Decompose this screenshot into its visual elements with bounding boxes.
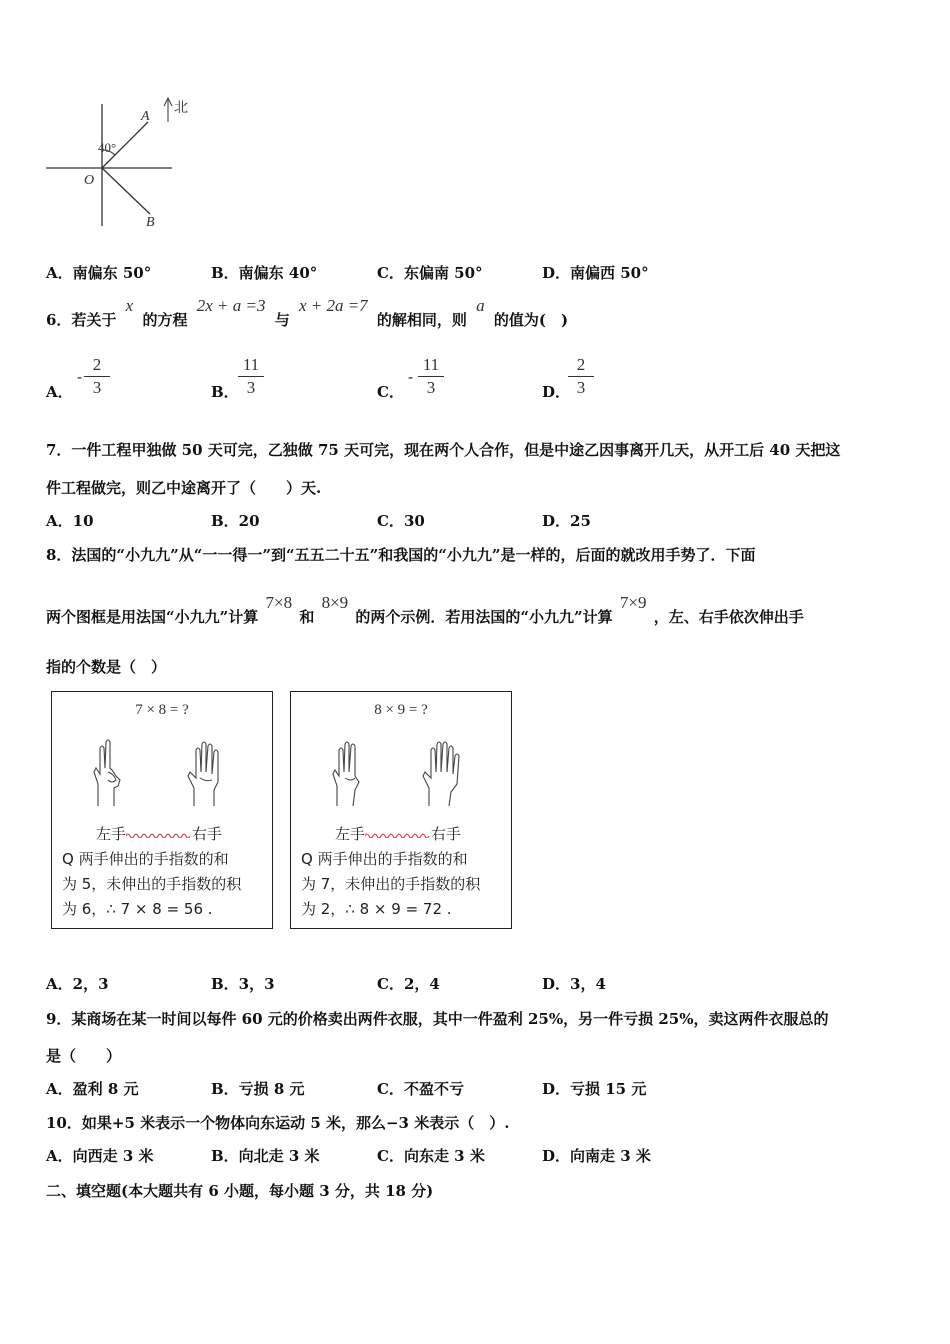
box2-hands-label xyxy=(335,823,461,844)
q6-mid1: 的方程 xyxy=(142,311,188,329)
box1-desc-line1: Q 两手伸出的手指数的和 xyxy=(62,850,229,868)
right-hand-icon xyxy=(417,736,465,808)
q8-expr1: 7×8 xyxy=(265,593,293,612)
box2-header: 8 × 9 = ? xyxy=(374,702,428,718)
box2-desc-line3: 为 2，∴ 8 × 9 = 72 . xyxy=(301,900,452,918)
q9-line1: 9．某商场在某一时间以每件 60 元的价格卖出两件衣服，其中一件盈利 25%，另一件亏损 25%，卖这两件衣服总的 xyxy=(46,1010,829,1028)
q9-option-d: D．亏损 15 元 xyxy=(542,1080,647,1098)
q10-option-b: B．向北走 3 米 xyxy=(211,1147,320,1165)
q6-option-d-den: 3 xyxy=(576,378,586,397)
wavy-underline-icon xyxy=(365,832,431,838)
q5-option-a: A．南偏东 50° xyxy=(46,264,152,282)
box1-description xyxy=(62,847,266,922)
q8-option-a: A．2，3 xyxy=(46,975,109,993)
q6-option-b-num: 11 xyxy=(238,355,264,377)
angle-label: 40° xyxy=(98,140,117,155)
left-hand-icon xyxy=(327,736,371,808)
north-label: 北 xyxy=(174,100,188,116)
point-a-label: A xyxy=(141,109,150,124)
q8-option-b: B．3，3 xyxy=(211,975,275,993)
q6-option-b-label: B． xyxy=(211,383,239,401)
q6-eq1: 2x + a =3 xyxy=(196,296,266,315)
q9-line2: 是（ ） xyxy=(46,1047,122,1065)
right-hand-icon xyxy=(182,736,226,808)
q6-option-a-num: 2 xyxy=(84,355,110,377)
q8-line2d: ，左、右手依次伸出手 xyxy=(653,608,804,626)
q9-option-b: B．亏损 8 元 xyxy=(211,1080,305,1098)
q6-option-a-fraction xyxy=(84,355,110,398)
q9-option-a: A．盈利 8 元 xyxy=(46,1080,139,1098)
q7-option-d: D．25 xyxy=(542,512,591,530)
q6-suffix: 的值为( ) xyxy=(493,311,569,329)
q6-option-b-fraction xyxy=(238,355,264,398)
q7-option-c: C．30 xyxy=(377,512,425,530)
wavy-underline-icon xyxy=(126,832,192,838)
left-hand-icon xyxy=(88,736,132,808)
box2-right-hand-label: 右手 xyxy=(431,825,462,843)
q6-mid2: 与 xyxy=(274,311,290,329)
q10-option-a: A．向西走 3 米 xyxy=(46,1147,154,1165)
q8-option-c: C．2，4 xyxy=(377,975,440,993)
q6-option-b-den: 3 xyxy=(246,378,256,397)
q8-line2b: 和 xyxy=(299,608,315,626)
q6-option-c-label: C． xyxy=(377,383,404,401)
q8-line3: 指的个数是（ ） xyxy=(46,658,167,676)
q5-option-c: C．东偏南 50° xyxy=(377,264,483,282)
q7-line1: 7．一件工程甲独做 50 天可完，乙独做 75 天可完，现在两个人合作，但是中途乙因事离开几天，从开工后 40 天把这 xyxy=(46,441,841,459)
q8-line2a: 两个图框是用法国“小九九”计算 xyxy=(46,608,259,626)
q5-option-b: B．南偏东 40° xyxy=(211,264,318,282)
q6-option-d-fraction xyxy=(568,355,594,398)
q6-option-a-sign: - xyxy=(77,368,83,386)
q8-line2c: 的两个示例．若用法国的“小九九”计算 xyxy=(355,608,613,626)
box1-desc-line3: 为 6，∴ 7 × 8 = 56 . xyxy=(62,900,213,918)
example-box-8x9 xyxy=(290,691,512,929)
section2-title: 二、填空题(本大题共有 6 小题，每小题 3 分，共 18 分) xyxy=(46,1182,434,1200)
direction-figure xyxy=(40,92,200,232)
box1-hands-label xyxy=(96,823,222,844)
q6-option-c-den: 3 xyxy=(426,378,436,397)
q6-option-a-label: A． xyxy=(46,383,73,401)
q6-var-x: x xyxy=(125,296,134,315)
origin-label: O xyxy=(84,173,95,188)
q6-option-c-fraction xyxy=(418,355,444,398)
q5-option-d: D．南偏西 50° xyxy=(542,264,649,282)
box1-desc-line2: 为 5，未伸出的手指数的积 xyxy=(62,875,242,893)
q10-option-c: C．向东走 3 米 xyxy=(377,1147,485,1165)
box2-description xyxy=(301,847,505,922)
example-box-7x8 xyxy=(51,691,273,929)
box1-left-hand-label: 左手 xyxy=(96,825,127,843)
q9-option-c: C．不盈不亏 xyxy=(377,1080,464,1098)
q8-line2 xyxy=(46,592,804,628)
q7-line2: 件工程做完，则乙中途离开了（ ）天. xyxy=(46,479,322,497)
q7-option-b: B．20 xyxy=(211,512,260,530)
q8-expr3: 7×9 xyxy=(619,593,647,612)
q6-option-c-sign: - xyxy=(408,368,414,386)
box1-header: 7 × 8 = ? xyxy=(135,702,189,718)
q6-mid3: 的解相同，则 xyxy=(376,311,467,329)
q10-line1: 10．如果+5 米表示一个物体向东运动 5 米，那么−3 米表示（ ）. xyxy=(46,1114,510,1132)
q7-option-a: A．10 xyxy=(46,512,94,530)
q8-expr2: 8×9 xyxy=(321,593,349,612)
q6-option-a-den: 3 xyxy=(92,378,102,397)
q6-eq2: x + 2a =7 xyxy=(298,296,368,315)
q6-question xyxy=(46,295,568,335)
q6-var-a: a xyxy=(476,296,485,315)
box2-desc-line1: Q 两手伸出的手指数的和 xyxy=(301,850,468,868)
box2-desc-line2: 为 7，未伸出的手指数的积 xyxy=(301,875,481,893)
point-b-label: B xyxy=(146,215,155,230)
q6-prefix: 6．若关于 xyxy=(46,311,117,329)
q10-option-d: D．向南走 3 米 xyxy=(542,1147,651,1165)
q8-option-d: D．3，4 xyxy=(542,975,606,993)
q6-option-d-label: D． xyxy=(542,383,571,401)
box2-left-hand-label: 左手 xyxy=(335,825,366,843)
box1-right-hand-label: 右手 xyxy=(192,825,223,843)
q6-option-c-num: 11 xyxy=(418,355,444,377)
q6-option-d-num: 2 xyxy=(568,355,594,377)
q8-line1: 8．法国的“小九九”从“一一得一”到“五五二十五”和我国的“小九九”是一样的，后面的就改用手势了．下面 xyxy=(46,546,756,564)
